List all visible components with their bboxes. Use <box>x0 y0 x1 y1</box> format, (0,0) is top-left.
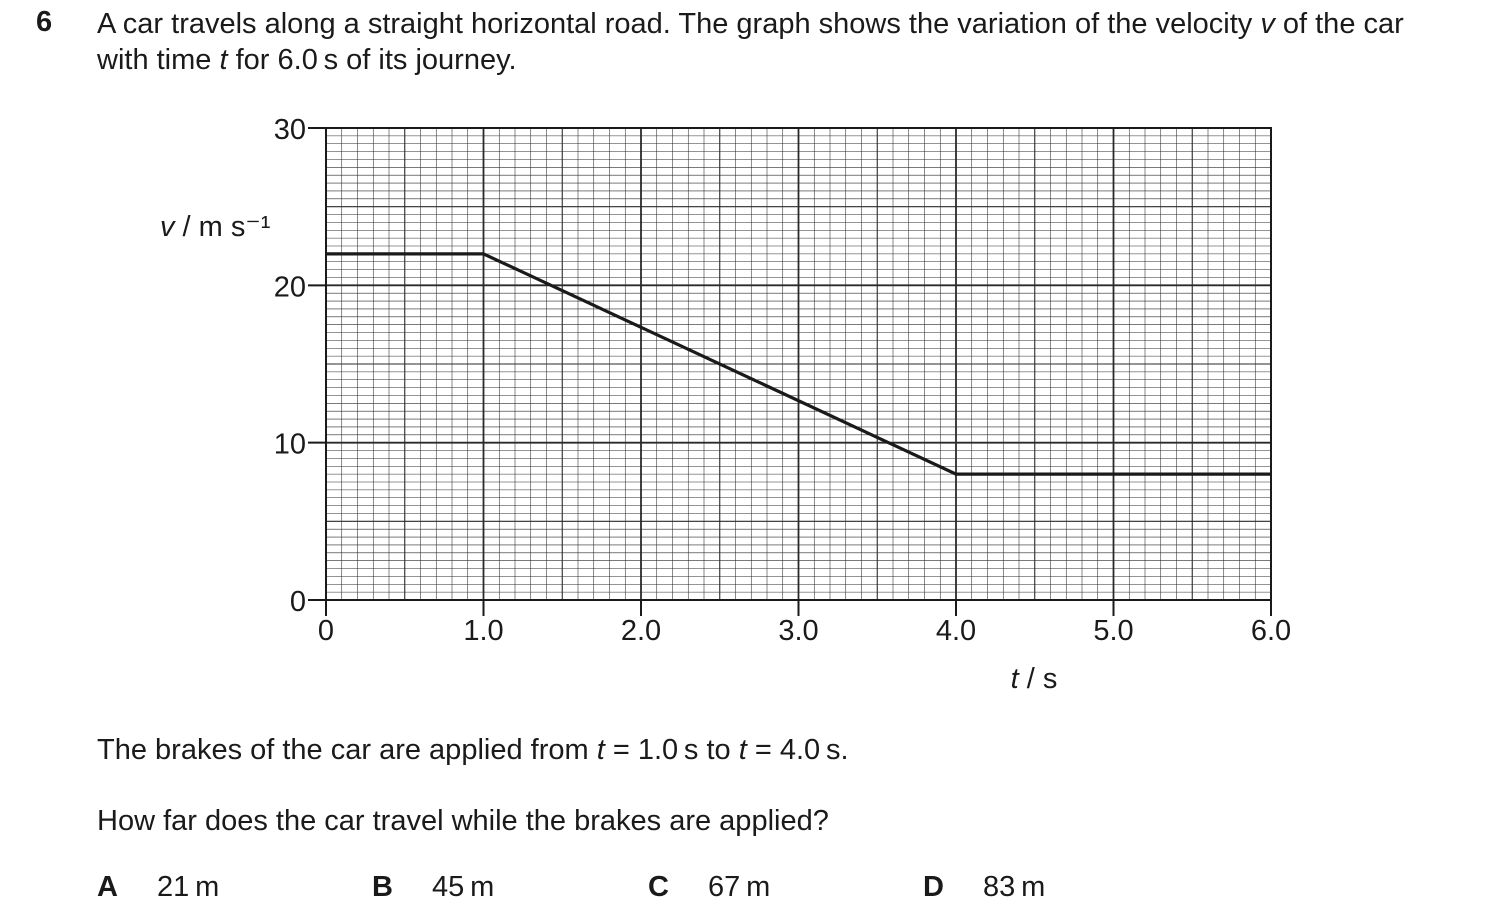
x-tick-label: 5.0 <box>1093 615 1134 647</box>
option-letter: D <box>923 871 944 903</box>
tick-labels <box>274 114 1291 647</box>
option-value: 67 m <box>708 871 771 903</box>
option-d[interactable] <box>923 871 1045 904</box>
stem-symbol-v: v <box>1260 8 1275 40</box>
option-value: 83 m <box>983 871 1046 903</box>
stem-symbol-t: t <box>219 44 228 76</box>
x-tick-label: 0 <box>317 615 335 647</box>
option-c[interactable] <box>648 871 770 904</box>
x-axis-label: t / s <box>1010 663 1058 695</box>
x-tick-label: 1.0 <box>463 615 504 647</box>
option-a[interactable] <box>97 871 219 904</box>
x-tick-label: 6.0 <box>1250 615 1292 647</box>
y-tick-label: 20 <box>273 271 306 304</box>
option-letter: A <box>97 871 118 903</box>
brakes-symbol-t: t <box>738 734 747 766</box>
y-tick-label: 30 <box>273 114 306 146</box>
option-value: 21 m <box>157 871 220 903</box>
x-tick-label: 3.0 <box>778 615 819 647</box>
brakes-symbol-t: t <box>596 734 605 766</box>
stem-text: A car travels along a straight horizontal road. The graph shows the variation of the velocity <box>97 8 1261 40</box>
x-tick-label: 4.0 <box>935 615 977 647</box>
brakes-text: = 1.0 s to <box>604 734 739 766</box>
question-prompt: How far does the car travel while the brakes are applied? <box>97 805 829 837</box>
option-letter: C <box>648 871 669 903</box>
stem-text: for 6.0 s of its journey. <box>227 44 517 76</box>
grid <box>326 128 1271 600</box>
y-tick-label: 0 <box>289 586 306 618</box>
brakes-text: = 4.0 s. <box>746 734 849 766</box>
brakes-statement <box>97 734 849 767</box>
brakes-text: The brakes of the car are applied from <box>97 734 597 766</box>
option-letter: B <box>372 871 393 903</box>
question-number: 6 <box>36 6 53 38</box>
y-tick-label: 10 <box>273 428 306 461</box>
option-b[interactable] <box>372 871 494 904</box>
y-axis-label: v / m s⁻¹ <box>160 211 271 243</box>
x-tick-label: 2.0 <box>620 615 662 647</box>
option-value: 45 m <box>432 871 495 903</box>
stem-text: of the car with time <box>97 8 1404 76</box>
